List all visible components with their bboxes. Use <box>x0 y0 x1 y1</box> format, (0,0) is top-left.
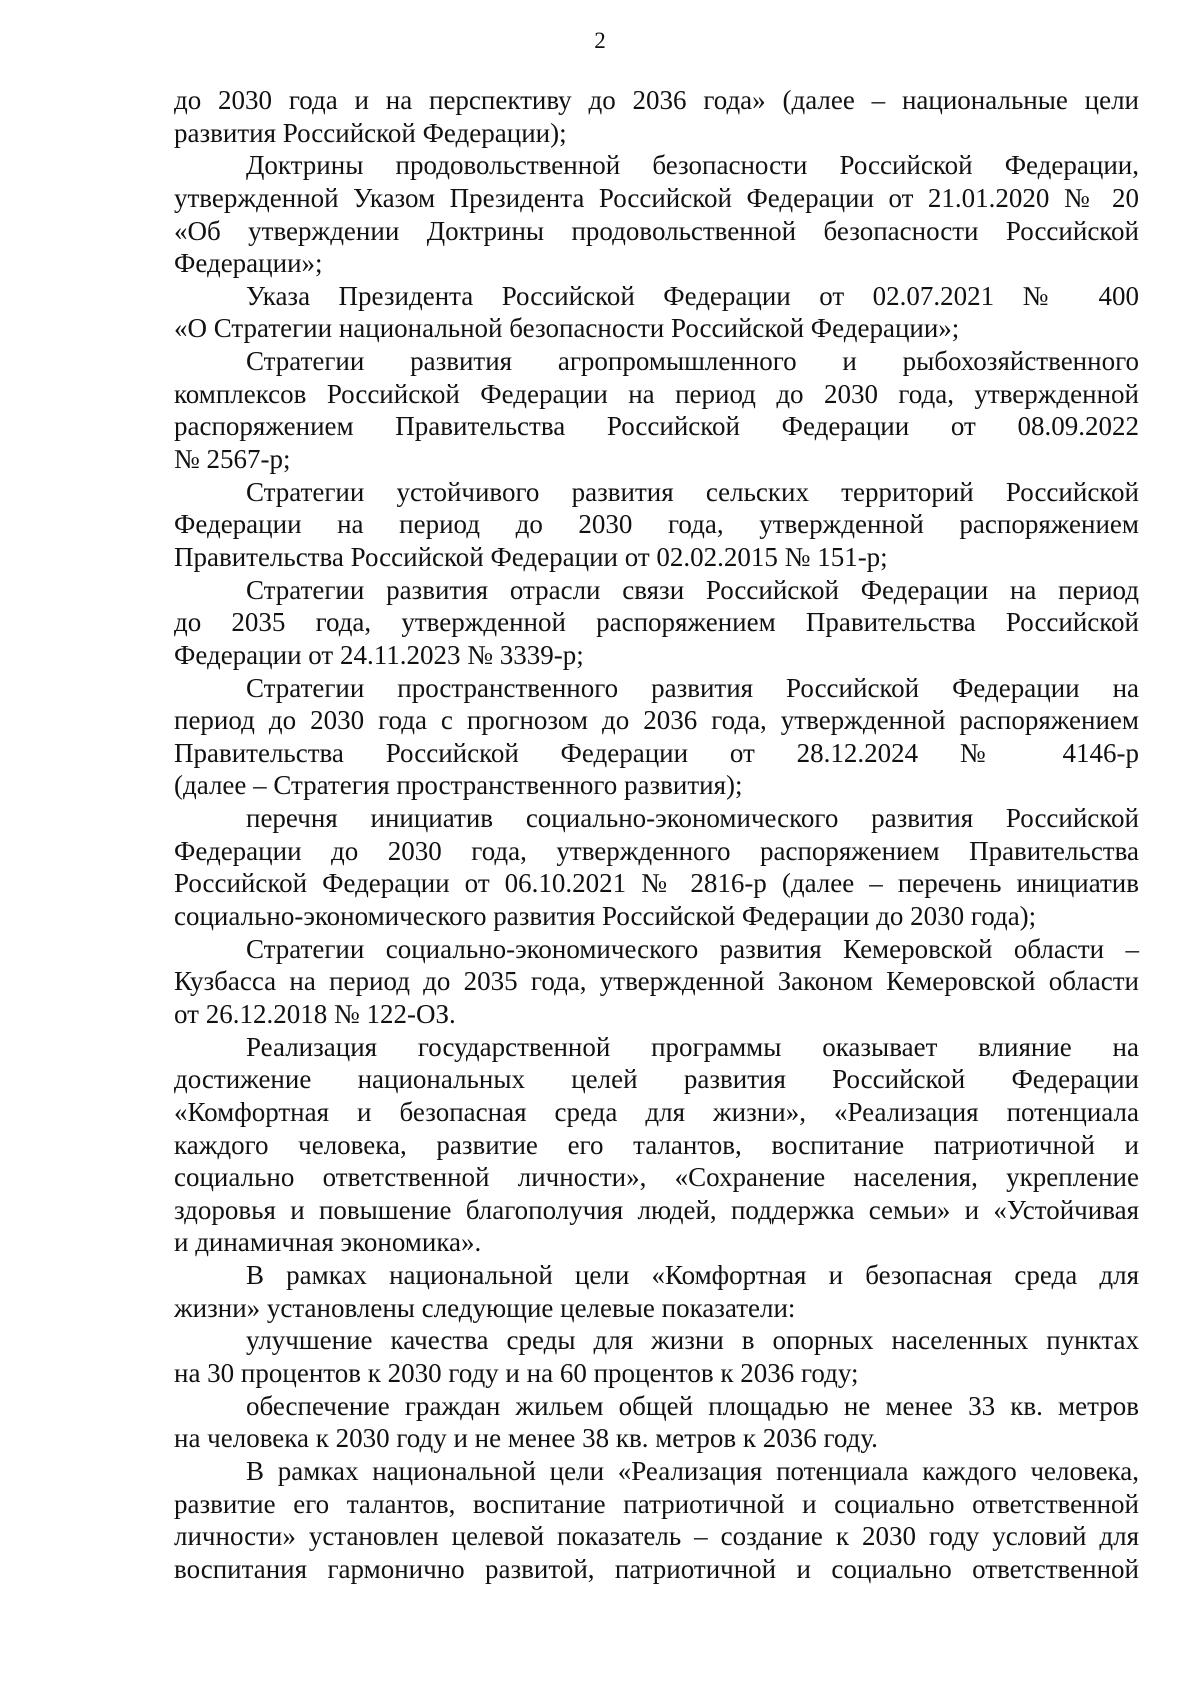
text-line: «Об утверждении Доктрины продовольственной безопасности Российской <box>174 215 1139 246</box>
text-line: здоровья и повышение благополучия людей, поддержка семьи» и «Устойчивая <box>174 1194 1139 1225</box>
text-line: улучшение качества среды для жизни в опорных населенных пунктах <box>246 1325 1139 1356</box>
text-line: Реализация государственной программы оказывает влияние на <box>246 1031 1139 1062</box>
text-line: перечня инициатив социально-экономического развития Российской <box>246 803 1139 834</box>
text-line: Правительства Российской Федерации от 28.12.2024 № 4146-р <box>174 737 1139 768</box>
text-line: (далее – Стратегия пространственного развития); <box>174 770 743 801</box>
text-line: «Комфортная и безопасная среда для жизни», «Реализация потенциала <box>174 1096 1139 1127</box>
text-line: на человека к 2030 году и не менее 38 кв. метров к 2036 году. <box>174 1423 878 1454</box>
page-number: 2 <box>594 28 606 53</box>
text-line: Федерации от 24.11.2023 № 3339-р; <box>174 639 584 670</box>
text-line: В рамках национальной цели «Комфортная и безопасная среда для <box>246 1260 1139 1291</box>
text-line: Российской Федерации от 06.10.2021 № 2816-р (далее – перечень инициатив <box>174 868 1139 899</box>
text-line: Кузбасса на период до 2035 года, утвержденной Законом Кемеровской области <box>174 966 1139 997</box>
text-line: развития Российской Федерации); <box>174 117 567 148</box>
text-line: социально ответственной личности», «Сохранение населения, укрепление <box>174 1162 1139 1193</box>
text-line: обеспечение граждан жильем общей площадью не менее 33 кв. метров <box>246 1390 1139 1421</box>
text-line: Федерации до 2030 года, утвержденного распоряжением Правительства <box>174 835 1139 866</box>
text-line: развитие его талантов, воспитание патриотичной и социально ответственной <box>174 1488 1139 1519</box>
text-line: Доктрины продовольственной безопасности Российской Федерации, <box>246 150 1139 181</box>
text-line: В рамках национальной цели «Реализация потенциала каждого человека, <box>246 1455 1139 1486</box>
text-line: на 30 процентов к 2030 году и на 60 процентов к 2036 году; <box>174 1357 859 1388</box>
text-line: до 2030 года и на перспективу до 2036 года» (далее – национальные цели <box>174 85 1139 115</box>
text-line: «О Стратегии национальной безопасности Российской Федерации»; <box>174 313 960 344</box>
text-line: до 2035 года, утвержденной распоряжением Правительства Российской <box>174 607 1139 638</box>
text-line: комплексов Российской Федерации на период до 2030 года, утвержденной <box>174 378 1139 409</box>
text-line: от 26.12.2018 № 122-ОЗ. <box>174 998 456 1029</box>
text-line: Стратегии пространственного развития Российской Федерации на <box>246 672 1139 703</box>
text-line: Стратегии развития отрасли связи Российской Федерации на период <box>246 574 1139 605</box>
text-line: Стратегии устойчивого развития сельских территорий Российской <box>246 476 1139 507</box>
text-line: Федерации»; <box>174 248 323 279</box>
text-line: Федерации на период до 2030 года, утвержденной распоряжением <box>174 509 1139 540</box>
text-line: распоряжением Правительства Российской Федерации от 08.09.2022 <box>174 411 1139 442</box>
text-line: каждого человека, развитие его талантов, воспитание патриотичной и <box>174 1129 1139 1160</box>
document-body <box>174 84 1139 1585</box>
text-line: Правительства Российской Федерации от 02.02.2015 № 151-р; <box>174 541 888 572</box>
text-line: и динамичная экономика». <box>174 1227 482 1258</box>
text-line: Стратегии социально-экономического развития Кемеровской области – <box>246 933 1139 964</box>
text-line: Стратегии развития агропромышленного и рыбохозяйственного <box>246 346 1139 377</box>
text-line: социально-экономического развития Российской Федерации до 2030 года); <box>174 901 1037 932</box>
text-line: № 2567-р; <box>174 444 291 475</box>
text-line: утвержденной Указом Президента Российской Федерации от 21.01.2020 № 20 <box>174 182 1139 213</box>
text-line: период до 2030 года с прогнозом до 2036 года, утвержденной распоряжением <box>174 705 1139 736</box>
text-line: воспитания гармонично развитой, патриотичной и социально ответственной <box>174 1553 1139 1584</box>
text-line: Указа Президента Российской Федерации от 02.07.2021 № 400 <box>246 280 1139 311</box>
text-line: личности» установлен целевой показатель – создание к 2030 году условий для <box>174 1521 1139 1552</box>
text-line: достижение национальных целей развития Российской Федерации <box>174 1064 1139 1095</box>
text-line: жизни» установлены следующие целевые показатели: <box>174 1292 796 1323</box>
